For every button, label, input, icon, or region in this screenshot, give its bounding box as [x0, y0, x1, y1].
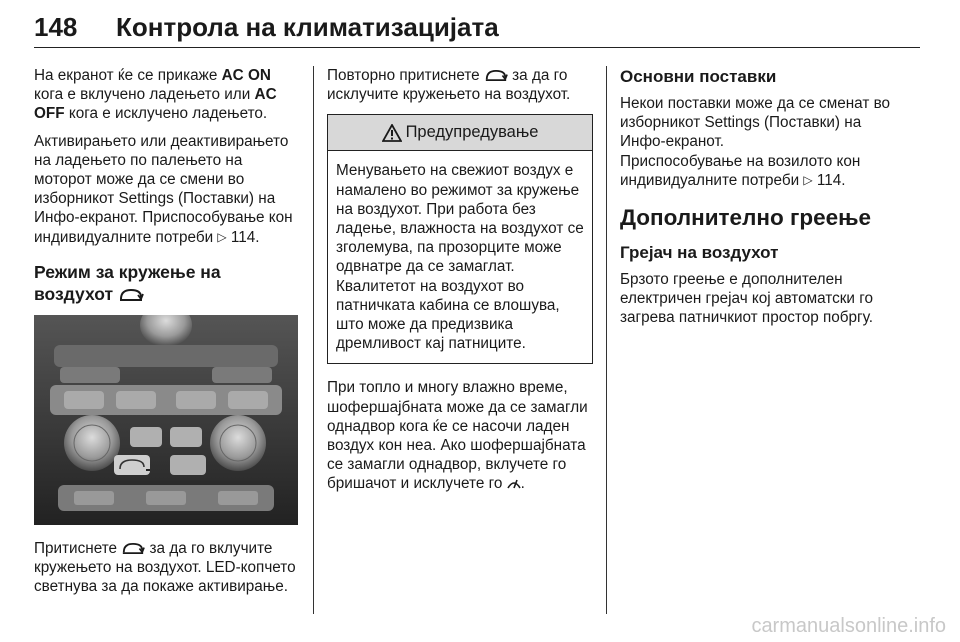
column-3	[620, 66, 892, 336]
warning-box	[327, 114, 593, 364]
paragraph-air-heater: Брзото греење е дополнителен електричен грејач кој автоматски го загрева патничкиот простор побргу.	[620, 271, 873, 327]
column-2	[327, 66, 593, 502]
section-heading-recirculation: Режим за кружење на воздухот	[34, 261, 221, 304]
page-title: Контрола на климатизацијата	[116, 12, 499, 42]
page-reference-icon: ▷	[217, 229, 227, 244]
paragraph-press-again: Повторно притиснете за да го исклучите кружењето на воздухот.	[327, 67, 571, 104]
page-header	[34, 6, 920, 48]
paragraph-press-recirculation: Притиснете за да го вклучите кружењето на воздухот. LED-копчето светнува за да покаже активирање.	[34, 539, 296, 596]
recirculation-icon	[484, 68, 508, 83]
recirculation-icon	[121, 541, 145, 556]
section-heading-basic-settings: Основни поставки	[620, 67, 777, 86]
watermark: carmanualsonline.info	[751, 615, 946, 637]
recirculation-icon	[118, 287, 144, 303]
warning-icon	[382, 124, 402, 142]
section-heading-air-heater: Грејач на воздухот	[620, 243, 779, 263]
page-number: 148	[34, 12, 78, 42]
paragraph-personalisation: Приспособување на возилото кон индивидуалните потреби ▷ 114.	[620, 152, 861, 189]
column-1	[34, 66, 300, 604]
windscreen-wiper-icon	[507, 476, 521, 490]
section-heading-auxiliary-heating: Дополнително греење	[620, 205, 871, 231]
warning-text: Менувањето на свежиот воздух е намалено во режимот за кружење на воздухот. При работа без ладење, влажноста на воздухот се зголемува, па прозорците може одвнатре да се замаглат. Квалитетот на воздухот во патничката кабина се влошува, што може да предизвика дремливост кај патниците.	[336, 162, 584, 353]
column-divider	[313, 66, 314, 614]
warning-title: Предупредување	[405, 123, 539, 142]
paragraph-windscreen-fog: При топло и многу влажно време, шофершајбната може да се замагли однадвор кога ќе се насочи ладен воздух кон неа. Ако шофершајбната се замагли однадвор, вклучете го бришачот и исклучете го .	[327, 379, 588, 493]
column-divider	[606, 66, 607, 614]
paragraph-basic-settings: Некои поставки може да се сменат во изборникот Settings (Поставки) на Инфо-екранот.	[620, 95, 891, 151]
paragraph-ac-status: На екранот ќе се прикаже AC ON кога е вклучено ладењето или AC OFF кога е исклучено ладењето.	[34, 67, 277, 123]
paragraph-settings: Активирањето или деактивирањето на ладењето по палењето на моторот може да се смени во изборникот Settings (Поставки) на Инфо-екранот. Приспособување кон индивидуалните потреби ▷ 114.	[34, 132, 293, 246]
climate-control-panel-photo	[34, 315, 298, 525]
warning-header	[328, 115, 592, 151]
page-reference-icon: ▷	[803, 172, 813, 187]
